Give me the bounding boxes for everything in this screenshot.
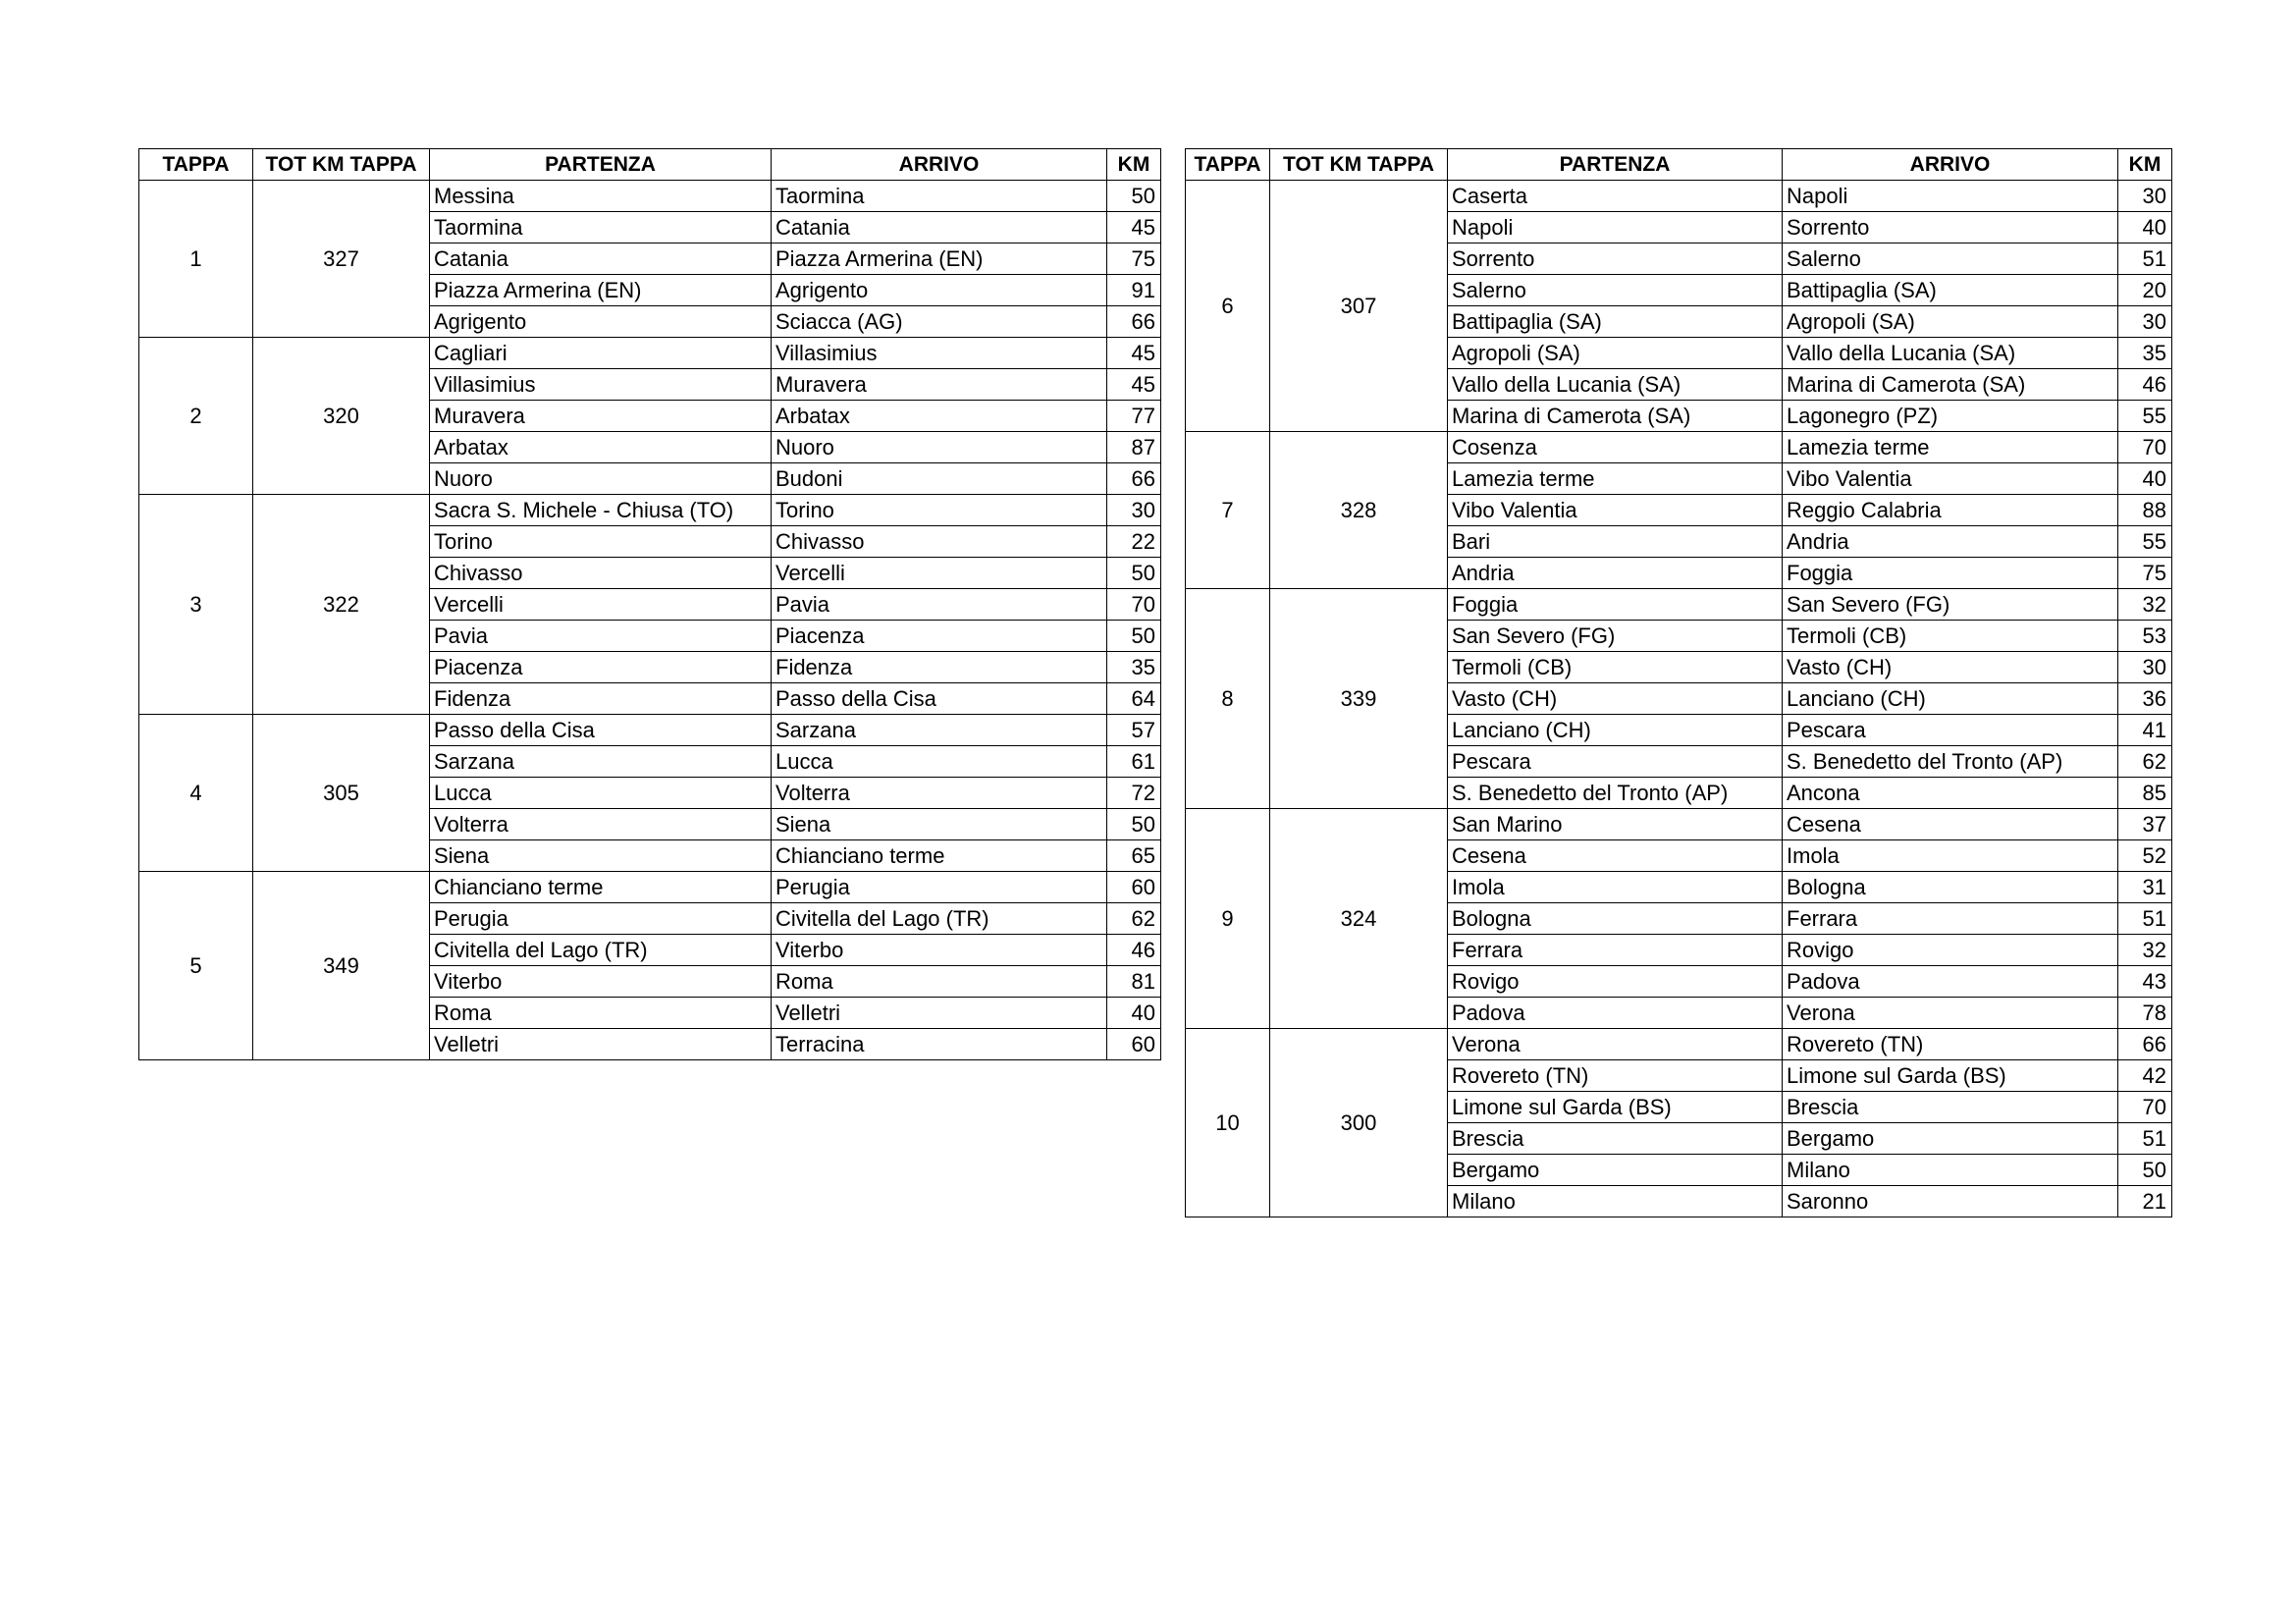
leg-departure: Perugia bbox=[430, 903, 772, 935]
leg-arrival: Salerno bbox=[1783, 243, 2118, 275]
stage-total-km: 339 bbox=[1270, 589, 1448, 809]
leg-km: 46 bbox=[2118, 369, 2172, 401]
leg-km: 30 bbox=[1107, 495, 1161, 526]
leg-departure: Lamezia terme bbox=[1448, 463, 1783, 495]
leg-km: 30 bbox=[2118, 306, 2172, 338]
leg-departure: Battipaglia (SA) bbox=[1448, 306, 1783, 338]
leg-arrival: Arbatax bbox=[772, 401, 1107, 432]
leg-departure: Bari bbox=[1448, 526, 1783, 558]
leg-km: 85 bbox=[2118, 778, 2172, 809]
leg-departure: S. Benedetto del Tronto (AP) bbox=[1448, 778, 1783, 809]
leg-km: 50 bbox=[1107, 558, 1161, 589]
leg-arrival: Marina di Camerota (SA) bbox=[1783, 369, 2118, 401]
stage-number: 10 bbox=[1186, 1029, 1270, 1217]
leg-km: 66 bbox=[2118, 1029, 2172, 1060]
leg-km: 40 bbox=[1107, 998, 1161, 1029]
leg-km: 52 bbox=[2118, 840, 2172, 872]
leg-arrival: Velletri bbox=[772, 998, 1107, 1029]
leg-departure: Cagliari bbox=[430, 338, 772, 369]
table-row bbox=[1186, 809, 2172, 840]
leg-arrival: Villasimius bbox=[772, 338, 1107, 369]
stage-total-km: 320 bbox=[253, 338, 430, 495]
leg-km: 45 bbox=[1107, 338, 1161, 369]
header-arrivo: ARRIVO bbox=[1783, 149, 2118, 181]
leg-arrival: San Severo (FG) bbox=[1783, 589, 2118, 621]
leg-arrival: Milano bbox=[1783, 1155, 2118, 1186]
table-row bbox=[1186, 181, 2172, 212]
leg-km: 40 bbox=[2118, 463, 2172, 495]
leg-departure: Arbatax bbox=[430, 432, 772, 463]
leg-departure: Piazza Armerina (EN) bbox=[430, 275, 772, 306]
leg-km: 88 bbox=[2118, 495, 2172, 526]
leg-arrival: Roma bbox=[772, 966, 1107, 998]
header-partenza: PARTENZA bbox=[1448, 149, 1783, 181]
leg-arrival: Vallo della Lucania (SA) bbox=[1783, 338, 2118, 369]
leg-departure: Viterbo bbox=[430, 966, 772, 998]
leg-arrival: Piazza Armerina (EN) bbox=[772, 243, 1107, 275]
leg-arrival: Brescia bbox=[1783, 1092, 2118, 1123]
leg-departure: Nuoro bbox=[430, 463, 772, 495]
leg-departure: Lanciano (CH) bbox=[1448, 715, 1783, 746]
leg-km: 50 bbox=[2118, 1155, 2172, 1186]
leg-km: 36 bbox=[2118, 683, 2172, 715]
leg-departure: Piacenza bbox=[430, 652, 772, 683]
leg-arrival: Perugia bbox=[772, 872, 1107, 903]
stage-total-km: 322 bbox=[253, 495, 430, 715]
leg-departure: Chianciano terme bbox=[430, 872, 772, 903]
stage-total-km: 349 bbox=[253, 872, 430, 1060]
leg-km: 37 bbox=[2118, 809, 2172, 840]
leg-departure: Ferrara bbox=[1448, 935, 1783, 966]
leg-km: 64 bbox=[1107, 683, 1161, 715]
leg-km: 62 bbox=[2118, 746, 2172, 778]
leg-km: 32 bbox=[2118, 935, 2172, 966]
leg-departure: Siena bbox=[430, 840, 772, 872]
header-tappa: TAPPA bbox=[139, 149, 253, 181]
table-row bbox=[139, 872, 1161, 903]
header-tappa: TAPPA bbox=[1186, 149, 1270, 181]
leg-departure: Agropoli (SA) bbox=[1448, 338, 1783, 369]
leg-km: 51 bbox=[2118, 243, 2172, 275]
leg-departure: Sacra S. Michele - Chiusa (TO) bbox=[430, 495, 772, 526]
table-body bbox=[139, 181, 1161, 1060]
leg-departure: Rovereto (TN) bbox=[1448, 1060, 1783, 1092]
leg-km: 30 bbox=[2118, 652, 2172, 683]
stage-number: 1 bbox=[139, 181, 253, 338]
leg-arrival: Imola bbox=[1783, 840, 2118, 872]
header-km: KM bbox=[2118, 149, 2172, 181]
leg-km: 70 bbox=[1107, 589, 1161, 621]
leg-km: 45 bbox=[1107, 369, 1161, 401]
header-partenza: PARTENZA bbox=[430, 149, 772, 181]
leg-arrival: Lanciano (CH) bbox=[1783, 683, 2118, 715]
leg-km: 62 bbox=[1107, 903, 1161, 935]
leg-departure: Torino bbox=[430, 526, 772, 558]
leg-arrival: Torino bbox=[772, 495, 1107, 526]
stage-number: 8 bbox=[1186, 589, 1270, 809]
leg-arrival: Volterra bbox=[772, 778, 1107, 809]
leg-km: 70 bbox=[2118, 1092, 2172, 1123]
leg-arrival: Agrigento bbox=[772, 275, 1107, 306]
leg-arrival: Taormina bbox=[772, 181, 1107, 212]
leg-km: 53 bbox=[2118, 621, 2172, 652]
leg-km: 55 bbox=[2118, 401, 2172, 432]
leg-departure: Rovigo bbox=[1448, 966, 1783, 998]
leg-km: 60 bbox=[1107, 872, 1161, 903]
leg-km: 30 bbox=[2118, 181, 2172, 212]
leg-arrival: Passo della Cisa bbox=[772, 683, 1107, 715]
leg-arrival: Sciacca (AG) bbox=[772, 306, 1107, 338]
leg-departure: Velletri bbox=[430, 1029, 772, 1060]
table-row bbox=[139, 181, 1161, 212]
leg-arrival: Vercelli bbox=[772, 558, 1107, 589]
leg-departure: Villasimius bbox=[430, 369, 772, 401]
leg-departure: Sarzana bbox=[430, 746, 772, 778]
leg-departure: Pescara bbox=[1448, 746, 1783, 778]
stage-total-km: 327 bbox=[253, 181, 430, 338]
leg-departure: Vibo Valentia bbox=[1448, 495, 1783, 526]
header-km: KM bbox=[1107, 149, 1161, 181]
leg-arrival: Padova bbox=[1783, 966, 2118, 998]
leg-km: 51 bbox=[2118, 903, 2172, 935]
leg-departure: Passo della Cisa bbox=[430, 715, 772, 746]
leg-km: 50 bbox=[1107, 621, 1161, 652]
leg-km: 60 bbox=[1107, 1029, 1161, 1060]
leg-departure: Vallo della Lucania (SA) bbox=[1448, 369, 1783, 401]
stage-number: 7 bbox=[1186, 432, 1270, 589]
leg-km: 45 bbox=[1107, 212, 1161, 243]
stage-total-km: 300 bbox=[1270, 1029, 1448, 1217]
leg-arrival: Limone sul Garda (BS) bbox=[1783, 1060, 2118, 1092]
leg-departure: Civitella del Lago (TR) bbox=[430, 935, 772, 966]
header-arrivo: ARRIVO bbox=[772, 149, 1107, 181]
leg-km: 22 bbox=[1107, 526, 1161, 558]
table-header-row bbox=[139, 149, 1161, 181]
leg-departure: Bologna bbox=[1448, 903, 1783, 935]
leg-departure: Termoli (CB) bbox=[1448, 652, 1783, 683]
leg-departure: Milano bbox=[1448, 1186, 1783, 1217]
leg-departure: Caserta bbox=[1448, 181, 1783, 212]
stage-number: 2 bbox=[139, 338, 253, 495]
leg-departure: Taormina bbox=[430, 212, 772, 243]
leg-departure: San Marino bbox=[1448, 809, 1783, 840]
leg-arrival: Napoli bbox=[1783, 181, 2118, 212]
leg-km: 50 bbox=[1107, 181, 1161, 212]
leg-arrival: Siena bbox=[772, 809, 1107, 840]
leg-arrival: Foggia bbox=[1783, 558, 2118, 589]
leg-arrival: Fidenza bbox=[772, 652, 1107, 683]
leg-departure: Padova bbox=[1448, 998, 1783, 1029]
leg-arrival: Termoli (CB) bbox=[1783, 621, 2118, 652]
leg-arrival: Muravera bbox=[772, 369, 1107, 401]
header-tot-km: TOT KM TAPPA bbox=[1270, 149, 1448, 181]
leg-arrival: Battipaglia (SA) bbox=[1783, 275, 2118, 306]
leg-km: 41 bbox=[2118, 715, 2172, 746]
route-table-left bbox=[138, 148, 1161, 1060]
leg-km: 78 bbox=[2118, 998, 2172, 1029]
leg-departure: Vasto (CH) bbox=[1448, 683, 1783, 715]
leg-km: 55 bbox=[2118, 526, 2172, 558]
leg-departure: Lucca bbox=[430, 778, 772, 809]
table-row bbox=[1186, 1029, 2172, 1060]
leg-km: 61 bbox=[1107, 746, 1161, 778]
leg-km: 51 bbox=[2118, 1123, 2172, 1155]
leg-departure: Salerno bbox=[1448, 275, 1783, 306]
leg-km: 77 bbox=[1107, 401, 1161, 432]
leg-km: 20 bbox=[2118, 275, 2172, 306]
leg-arrival: Piacenza bbox=[772, 621, 1107, 652]
leg-departure: Marina di Camerota (SA) bbox=[1448, 401, 1783, 432]
leg-arrival: Civitella del Lago (TR) bbox=[772, 903, 1107, 935]
leg-km: 72 bbox=[1107, 778, 1161, 809]
stage-number: 4 bbox=[139, 715, 253, 872]
leg-arrival: S. Benedetto del Tronto (AP) bbox=[1783, 746, 2118, 778]
table-row bbox=[1186, 432, 2172, 463]
leg-arrival: Chivasso bbox=[772, 526, 1107, 558]
leg-arrival: Ferrara bbox=[1783, 903, 2118, 935]
table-row bbox=[139, 495, 1161, 526]
stage-number: 3 bbox=[139, 495, 253, 715]
leg-departure: Pavia bbox=[430, 621, 772, 652]
leg-km: 66 bbox=[1107, 306, 1161, 338]
leg-departure: Andria bbox=[1448, 558, 1783, 589]
leg-km: 46 bbox=[1107, 935, 1161, 966]
stage-total-km: 328 bbox=[1270, 432, 1448, 589]
leg-arrival: Viterbo bbox=[772, 935, 1107, 966]
leg-arrival: Terracina bbox=[772, 1029, 1107, 1060]
leg-departure: Muravera bbox=[430, 401, 772, 432]
leg-km: 70 bbox=[2118, 432, 2172, 463]
leg-departure: Messina bbox=[430, 181, 772, 212]
table-body bbox=[1186, 181, 2172, 1217]
leg-arrival: Rovereto (TN) bbox=[1783, 1029, 2118, 1060]
leg-km: 42 bbox=[2118, 1060, 2172, 1092]
leg-km: 75 bbox=[1107, 243, 1161, 275]
leg-arrival: Bergamo bbox=[1783, 1123, 2118, 1155]
leg-departure: Imola bbox=[1448, 872, 1783, 903]
leg-arrival: Bologna bbox=[1783, 872, 2118, 903]
leg-departure: Fidenza bbox=[430, 683, 772, 715]
leg-departure: Napoli bbox=[1448, 212, 1783, 243]
leg-arrival: Lucca bbox=[772, 746, 1107, 778]
leg-arrival: Vasto (CH) bbox=[1783, 652, 2118, 683]
leg-departure: Cosenza bbox=[1448, 432, 1783, 463]
table-row bbox=[1186, 589, 2172, 621]
leg-departure: Foggia bbox=[1448, 589, 1783, 621]
leg-arrival: Catania bbox=[772, 212, 1107, 243]
leg-km: 32 bbox=[2118, 589, 2172, 621]
leg-arrival: Sorrento bbox=[1783, 212, 2118, 243]
leg-arrival: Pavia bbox=[772, 589, 1107, 621]
table-header-row bbox=[1186, 149, 2172, 181]
leg-km: 50 bbox=[1107, 809, 1161, 840]
leg-arrival: Saronno bbox=[1783, 1186, 2118, 1217]
leg-arrival: Ancona bbox=[1783, 778, 2118, 809]
stage-number: 6 bbox=[1186, 181, 1270, 432]
table-row bbox=[139, 338, 1161, 369]
leg-km: 57 bbox=[1107, 715, 1161, 746]
leg-km: 40 bbox=[2118, 212, 2172, 243]
leg-departure: Roma bbox=[430, 998, 772, 1029]
leg-arrival: Sarzana bbox=[772, 715, 1107, 746]
leg-departure: Agrigento bbox=[430, 306, 772, 338]
leg-km: 21 bbox=[2118, 1186, 2172, 1217]
leg-km: 66 bbox=[1107, 463, 1161, 495]
leg-departure: San Severo (FG) bbox=[1448, 621, 1783, 652]
leg-departure: Volterra bbox=[430, 809, 772, 840]
stage-total-km: 307 bbox=[1270, 181, 1448, 432]
leg-arrival: Pescara bbox=[1783, 715, 2118, 746]
leg-arrival: Verona bbox=[1783, 998, 2118, 1029]
stage-number: 5 bbox=[139, 872, 253, 1060]
leg-km: 31 bbox=[2118, 872, 2172, 903]
leg-arrival: Reggio Calabria bbox=[1783, 495, 2118, 526]
table-row bbox=[139, 715, 1161, 746]
leg-departure: Brescia bbox=[1448, 1123, 1783, 1155]
leg-departure: Vercelli bbox=[430, 589, 772, 621]
leg-km: 81 bbox=[1107, 966, 1161, 998]
leg-arrival: Nuoro bbox=[772, 432, 1107, 463]
leg-arrival: Rovigo bbox=[1783, 935, 2118, 966]
leg-arrival: Agropoli (SA) bbox=[1783, 306, 2118, 338]
leg-departure: Chivasso bbox=[430, 558, 772, 589]
leg-km: 43 bbox=[2118, 966, 2172, 998]
leg-arrival: Andria bbox=[1783, 526, 2118, 558]
stage-number: 9 bbox=[1186, 809, 1270, 1029]
leg-departure: Sorrento bbox=[1448, 243, 1783, 275]
leg-km: 35 bbox=[1107, 652, 1161, 683]
leg-km: 75 bbox=[2118, 558, 2172, 589]
leg-arrival: Chianciano terme bbox=[772, 840, 1107, 872]
leg-departure: Bergamo bbox=[1448, 1155, 1783, 1186]
leg-arrival: Lamezia terme bbox=[1783, 432, 2118, 463]
stage-total-km: 305 bbox=[253, 715, 430, 872]
route-table-right bbox=[1185, 148, 2172, 1217]
leg-km: 87 bbox=[1107, 432, 1161, 463]
header-tot-km: TOT KM TAPPA bbox=[253, 149, 430, 181]
leg-arrival: Cesena bbox=[1783, 809, 2118, 840]
leg-arrival: Budoni bbox=[772, 463, 1107, 495]
leg-arrival: Lagonegro (PZ) bbox=[1783, 401, 2118, 432]
stage-total-km: 324 bbox=[1270, 809, 1448, 1029]
leg-departure: Limone sul Garda (BS) bbox=[1448, 1092, 1783, 1123]
leg-departure: Verona bbox=[1448, 1029, 1783, 1060]
leg-km: 91 bbox=[1107, 275, 1161, 306]
leg-departure: Catania bbox=[430, 243, 772, 275]
leg-km: 35 bbox=[2118, 338, 2172, 369]
leg-departure: Cesena bbox=[1448, 840, 1783, 872]
leg-arrival: Vibo Valentia bbox=[1783, 463, 2118, 495]
leg-km: 65 bbox=[1107, 840, 1161, 872]
